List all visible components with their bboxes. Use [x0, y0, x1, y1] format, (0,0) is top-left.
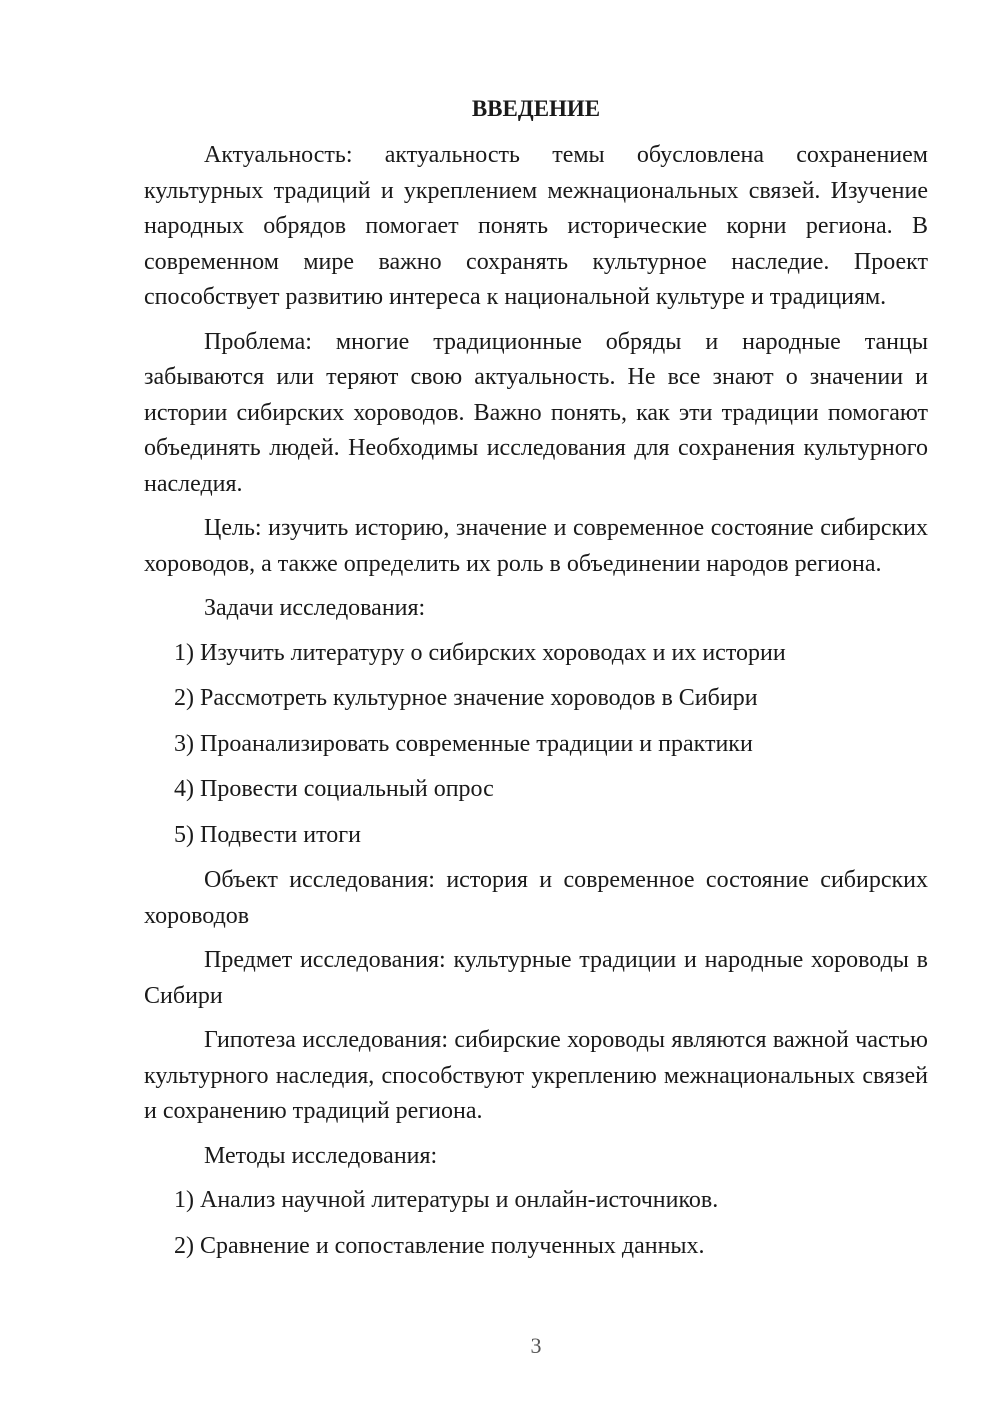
problem-paragraph: Проблема: многие традиционные обряды и народные танцы забываются или теряют свою актуальность. Не все знают о значении и истории сибирских хороводов. Важно понять, как эти традиции помогают объединять людей. Необходимы исследования для сохранения культурного наследия. — [144, 328, 928, 497]
method-item — [174, 1229, 928, 1265]
method-number: 2) — [174, 1232, 194, 1259]
task-text: Подвести итоги — [200, 821, 361, 848]
goal-paragraph: Цель: изучить историю, значение и современное состояние сибирских хороводов, а также определить их роль в объединении народов региона. — [144, 515, 928, 577]
task-number: 3) — [174, 730, 194, 757]
method-item — [174, 1183, 928, 1219]
page-number: 3 — [530, 1333, 542, 1358]
task-item — [174, 681, 928, 717]
methods-list — [144, 1183, 928, 1264]
object-paragraph: Объект исследования: история и современное состояние сибирских хороводов — [144, 867, 928, 929]
task-number: 2) — [174, 685, 194, 711]
method-text: Сравнение и сопоставление полученных данных. — [200, 1232, 705, 1259]
task-number: 5) — [174, 821, 194, 848]
section-heading: ВВЕДЕНИЕ — [471, 96, 601, 121]
task-item — [174, 727, 928, 763]
page-content — [144, 94, 928, 1274]
method-number: 1) — [174, 1187, 194, 1213]
task-item — [174, 818, 928, 854]
tasks-list — [144, 636, 928, 854]
task-number: 4) — [174, 776, 194, 802]
task-item — [174, 772, 928, 808]
task-item — [174, 636, 928, 672]
task-number: 1) — [174, 639, 194, 666]
relevance-paragraph: Актуальность: актуальность темы обусловлена сохранением культурных традиций и укреплением межнациональных связей. Изучение народных обрядов помогает понять исторические корни региона. В современном мире важно сохранять культурное наследие. Проект способствует развитию интереса к национальной культуре и традициям. — [144, 142, 928, 310]
task-text: Рассмотреть культурное значение хороводов в Сибири — [200, 685, 758, 711]
task-text: Провести социальный опрос — [200, 776, 494, 802]
hypothesis-paragraph: Гипотеза исследования: сибирские хороводы являются важной частью культурного наследия, способствуют укреплению межнациональных связей и сохранению традиций региона. — [144, 1027, 928, 1124]
task-text: Проанализировать современные традиции и практики — [200, 730, 753, 757]
task-text: Изучить литературу о сибирских хороводах и их истории — [200, 639, 786, 666]
methods-title: Методы исследования: — [204, 1142, 438, 1169]
method-text: Анализ научной литературы и онлайн-источников. — [200, 1187, 719, 1213]
tasks-title: Задачи исследования: — [204, 595, 426, 621]
subject-paragraph: Предмет исследования: культурные традиции и народные хороводы в Сибири — [144, 947, 928, 1009]
